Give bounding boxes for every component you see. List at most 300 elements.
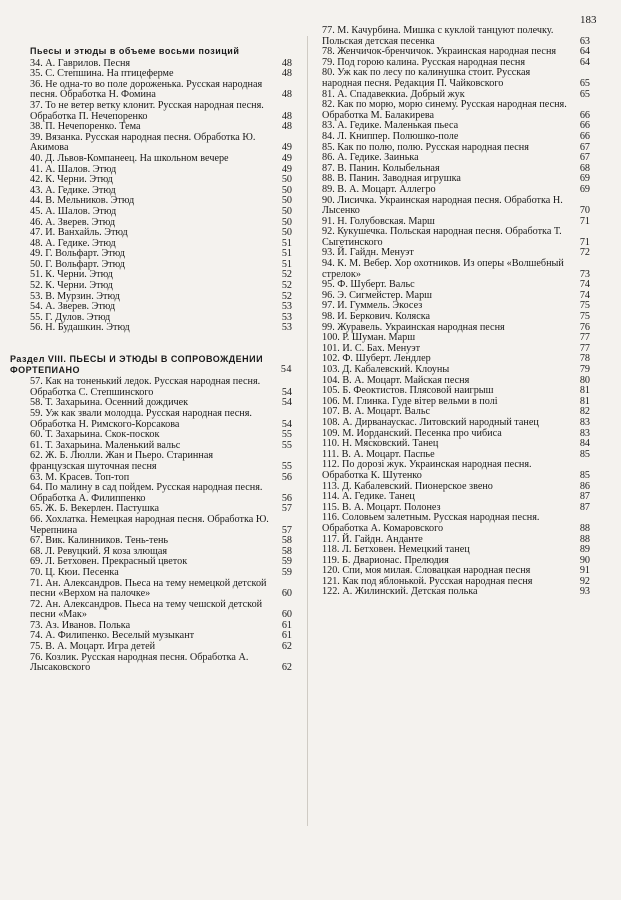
entry-number: 77. <box>322 25 335 36</box>
entry-number: 67. <box>30 535 43 547</box>
entry-title: В. Панин. Заводная игрушка <box>337 173 461 185</box>
entry-number: 94. <box>322 258 335 270</box>
entry-page: 64 <box>579 46 590 58</box>
entry-page: 56 <box>281 471 292 483</box>
entry-number: 100. <box>322 332 340 344</box>
entry-page: 89 <box>579 544 590 556</box>
entry-title: В. А. Моцарт. Игра детей <box>45 641 156 653</box>
entry-title: С. Степшина. На птицеферме <box>45 68 174 80</box>
section-page: 54 <box>280 363 292 375</box>
entry-page: 50 <box>281 216 292 228</box>
entry-page: 59 <box>281 556 292 568</box>
entry-title: Как по морю, морю синему. Русская народная песня. Обработка М. Балакирева <box>322 99 567 121</box>
entry-number: 103. <box>322 364 340 375</box>
entry-page: 67 <box>579 152 590 164</box>
entry-title: Журавель. Украинская народная песня <box>337 321 505 333</box>
entry-title: А. Филипенко. Веселый музыкант <box>45 630 195 642</box>
entry-number: 109. <box>322 427 340 439</box>
entry-page: 83 <box>579 427 590 439</box>
entry-number: 36. <box>30 78 43 90</box>
entry-page: 51 <box>281 258 292 270</box>
entry-list <box>322 26 590 598</box>
entry-title: Уж как по лесу по калинушка стоит. Русская народная песня. Редакция П. Чайковского <box>322 67 531 89</box>
entry-page: 50 <box>281 184 292 196</box>
entry-number: 51. <box>30 269 43 281</box>
entry-page: 48 <box>281 57 292 69</box>
entry-number: 96. <box>322 289 335 301</box>
entry-title: Л. Книппер. Полюшко-поле <box>337 130 459 142</box>
entry-number: 79. <box>322 56 335 68</box>
entry-page: 79 <box>579 364 590 375</box>
entry-title: К. Черни. Этюд <box>45 174 113 186</box>
toc-entry <box>30 80 292 101</box>
entry-number: 99. <box>322 321 335 333</box>
entry-number: 56. <box>30 322 43 334</box>
entry-title: Й. Гайдн. Менуэт <box>337 247 414 259</box>
entry-number: 113. <box>322 480 340 492</box>
entry-page: 82 <box>579 406 590 418</box>
entry-page: 55 <box>281 460 292 472</box>
entry-page: 81 <box>579 395 590 407</box>
entry-page: 81 <box>579 385 590 397</box>
entry-number: 117. <box>322 533 340 545</box>
entry-title: Д. Львов-Компанеец. На школьном вечере <box>45 152 229 164</box>
entry-page: 72 <box>579 247 590 259</box>
entry-page: 90 <box>579 554 590 566</box>
entry-page: 48 <box>281 121 292 133</box>
entry-title: По дорозі жук. Украинская народная песня. Обработка К. Шутенко <box>322 459 532 481</box>
entry-page: 76 <box>579 321 590 333</box>
entry-page: 67 <box>579 141 590 153</box>
entry-title: Женчичок-бренчичок. Украинская народная песня <box>337 46 557 58</box>
entry-title: Ц. Кюи. Песенка <box>45 566 119 578</box>
page-number: 183 <box>580 14 597 26</box>
entry-number: 107. <box>322 406 340 418</box>
entry-number: 72. <box>30 598 43 610</box>
toc-entry <box>30 101 292 122</box>
entry-page: 51 <box>281 237 292 249</box>
entry-title: Т. Захарьина. Маленький вальс <box>45 439 181 451</box>
entry-number: 35. <box>30 68 43 80</box>
toc-entry <box>322 460 590 481</box>
entry-title: М. Красев. Топ-топ <box>45 471 130 483</box>
entry-page: 75 <box>579 300 590 312</box>
entry-number: 78. <box>322 46 335 58</box>
entry-page: 52 <box>281 280 292 292</box>
entry-title: Л. Бетховен. Немецкий танец <box>342 544 470 556</box>
toc-entry <box>322 26 590 47</box>
entry-page: 80 <box>579 374 590 386</box>
entry-title: К. М. Вебер. Хор охотников. Из оперы «Волшебный стрелок» <box>322 258 564 280</box>
entry-number: 121. <box>322 575 340 587</box>
entry-title: Ф. Шуберт. Лендлер <box>342 353 431 365</box>
entry-number: 118. <box>322 544 340 556</box>
entry-number: 41. <box>30 163 43 175</box>
entry-title: Ан. Александров. Пьеса на тему чешской детской песни «Мак» <box>30 598 263 621</box>
entry-number: 112. <box>322 459 340 471</box>
entry-number: 66. <box>30 513 43 525</box>
entry-number: 43. <box>30 184 43 196</box>
entry-page: 87 <box>579 501 590 513</box>
entry-number: 91. <box>322 215 335 227</box>
entry-page: 69 <box>579 183 590 195</box>
entry-title: В. Мельников. Этюд <box>45 195 135 207</box>
entry-title: В. А. Моцарт. Паспье <box>341 448 435 460</box>
entry-title: По малину в сад пойдем. Русская народная песня. Обработка А. Филиппенко <box>30 482 263 504</box>
entry-title: М. Глинка. Гуде вiтер вельми в полi <box>342 395 498 407</box>
toc-entry <box>30 483 292 504</box>
entry-title: А. Гедике. Маленькая пьеса <box>337 120 459 132</box>
entry-number: 114. <box>322 491 340 503</box>
entry-title: К. Черни. Этюд <box>45 280 113 292</box>
entry-title: Как под яблонькой. Русская народная песня <box>342 575 533 587</box>
entry-title: В. А. Моцарт. Аллегро <box>337 183 436 195</box>
entry-title: Как по полю, полю. Русская народная песня <box>337 141 529 153</box>
toc-entry <box>30 600 292 621</box>
entry-page: 65 <box>579 77 590 89</box>
entry-number: 84. <box>322 130 335 142</box>
entry-number: 45. <box>30 205 43 217</box>
entry-title: Б. Феоктистов. Плясовой наигрыш <box>342 385 494 397</box>
entry-title: Хохлатка. Немецкая народная песня. Обработка Ю. Черепнина <box>30 513 269 536</box>
entry-title: Н. Мясковский. Танец <box>342 438 439 450</box>
entry-number: 106. <box>322 395 340 407</box>
entry-title: Э. Сигмейстер. Марш <box>337 289 433 301</box>
entry-number: 59. <box>30 408 43 419</box>
entry-title: А. Зверев. Этюд <box>45 301 116 313</box>
entry-page: 88 <box>579 533 590 545</box>
entry-number: 102. <box>322 353 340 365</box>
entry-page: 71 <box>579 236 590 248</box>
entry-list <box>30 59 292 334</box>
right-column <box>322 26 590 598</box>
entry-title: Козлик. Русская народная песня. Обработка А. Лысаковского <box>30 651 249 674</box>
entry-page: 48 <box>281 110 292 122</box>
entry-title: Й. Гайдн. Анданте <box>342 533 423 545</box>
entry-title: Под горою калина. Русская народная песня <box>337 56 526 68</box>
entry-page: 69 <box>579 173 590 185</box>
entry-page: 66 <box>579 130 590 142</box>
entry-title: Г. Вольфарт. Этюд <box>45 248 125 260</box>
entry-title: Л. Бетховен. Прекрасный цветок <box>45 556 188 568</box>
entry-number: 73. <box>30 619 43 631</box>
entry-number: 101. <box>322 342 340 354</box>
entry-page: 71 <box>579 215 590 227</box>
entry-page: 66 <box>579 109 590 121</box>
entry-title: Вик. Калинников. Тень-тень <box>45 535 169 547</box>
entry-number: 92. <box>322 226 335 238</box>
entry-page: 63 <box>579 35 590 47</box>
entry-page: 57 <box>281 503 292 515</box>
entry-page: 55 <box>281 429 292 441</box>
entry-number: 115. <box>322 501 340 513</box>
entry-page: 53 <box>281 322 292 334</box>
entry-title: То не ветер ветку клонит. Русская народная песня. Обработка П. Нечепоренко <box>30 99 264 122</box>
entry-title: Г. Дулов. Этюд <box>45 311 111 323</box>
entry-title: М. Качурбина. Мишка с куклой танцуют полечку. Польская детская песенка <box>322 25 554 47</box>
entry-page: 60 <box>281 609 292 621</box>
entry-number: 88. <box>322 173 335 185</box>
toc-entry <box>30 515 292 536</box>
entry-title: Г. Вольфарт. Этюд <box>45 258 125 270</box>
entry-page: 77 <box>579 332 590 344</box>
toc-entry <box>322 196 590 217</box>
entry-title: А. Шалов. Этюд <box>45 205 117 217</box>
entry-number: 111. <box>322 448 340 460</box>
entry-page: 83 <box>579 416 590 428</box>
entry-title: Ф. Шуберт. Вальс <box>337 279 415 291</box>
toc-entry <box>30 409 292 430</box>
entry-number: 93. <box>322 247 335 259</box>
entry-number: 44. <box>30 195 43 207</box>
entry-page: 61 <box>281 619 292 631</box>
entry-number: 80. <box>322 67 335 79</box>
toc-entry <box>30 451 292 472</box>
entry-page: 87 <box>579 491 590 503</box>
entry-number: 89. <box>322 183 335 195</box>
entry-title: Аз. Иванов. Полька <box>45 619 131 631</box>
entry-title: Кукушечка. Польская народная песня. Обработка Т. Сыгетинского <box>322 226 562 248</box>
entry-title: А. Шалов. Этюд <box>45 163 117 175</box>
entry-title: Л. Ревуцкий. Я коза злющая <box>45 545 168 557</box>
entry-page: 92 <box>579 575 590 587</box>
entry-title: Спи, моя милая. Словацкая народная песня <box>342 565 531 577</box>
entry-title: М. Иорданский. Песенка про чибиса <box>342 427 502 439</box>
entry-number: 105. <box>322 385 340 397</box>
entry-number: 68. <box>30 545 43 557</box>
entry-page: 75 <box>579 311 590 323</box>
entry-number: 37. <box>30 99 43 111</box>
entry-title: П. Нечепоренко. Тема <box>45 121 141 133</box>
entry-title: В. Мурзин. Этюд <box>45 290 120 302</box>
entry-title: А. Зверев. Этюд <box>45 216 116 228</box>
entry-number: 57. <box>30 376 43 388</box>
entry-title: Н. Голубовская. Марш <box>337 215 435 227</box>
entry-title: А. Гедике. Этюд <box>45 184 116 196</box>
entry-page: 58 <box>281 535 292 547</box>
entry-page: 53 <box>281 311 292 323</box>
entry-number: 98. <box>322 311 335 323</box>
entry-title: Вязанка. Русская народная песня. Обработка Ю. Акимова <box>30 131 256 154</box>
entry-page: 54 <box>281 386 292 398</box>
entry-page: 70 <box>579 205 590 217</box>
entry-title: Т. Захарьина. Осенний дождичек <box>45 397 189 409</box>
entry-page: 52 <box>281 269 292 281</box>
entry-number: 83. <box>322 120 335 132</box>
entry-page: 88 <box>579 522 590 534</box>
entry-number: 76. <box>30 651 43 663</box>
entry-number: 38. <box>30 121 43 133</box>
entry-title: Р. Шуман. Марш <box>342 332 416 344</box>
entry-title: Как на тоненький ледок. Русская народная песня. Обработка С. Степшинского <box>30 376 261 398</box>
entry-page: 49 <box>281 163 292 175</box>
entry-title: К. Черни. Этюд <box>45 269 113 281</box>
entry-number: 97. <box>322 300 335 312</box>
entry-number: 65. <box>30 503 43 515</box>
entry-number: 58. <box>30 397 43 409</box>
entry-page: 49 <box>281 152 292 164</box>
entry-number: 40. <box>30 152 43 164</box>
toc-entry <box>30 579 292 600</box>
left-column <box>10 26 292 674</box>
toc-entry <box>30 653 292 674</box>
entry-title: И. С. Бах. Менуэт <box>342 342 421 354</box>
entry-title: И. Беркович. Коляска <box>337 311 431 323</box>
entry-number: 49. <box>30 248 43 260</box>
entry-title: Соловьем залетным. Русская народная песня. Обработка А. Комаровского <box>322 512 540 534</box>
entry-number: 39. <box>30 131 43 143</box>
entry-number: 87. <box>322 162 335 174</box>
entry-page: 55 <box>281 439 292 451</box>
entry-page: 61 <box>281 630 292 642</box>
entry-page: 49 <box>281 142 292 154</box>
entry-title: В. Панин. Колыбельная <box>337 162 440 174</box>
entry-page: 66 <box>579 120 590 132</box>
toc-entry <box>322 68 590 89</box>
entry-title: Ж. Б. Люлли. Жан и Пьеро. Старинная французская шуточная песня <box>30 450 214 472</box>
entry-page: 65 <box>579 88 590 100</box>
toc-entry <box>322 513 590 534</box>
entry-page: 74 <box>579 289 590 301</box>
toc-entry <box>322 259 590 280</box>
entry-page: 50 <box>281 174 292 186</box>
entry-page: 50 <box>281 195 292 207</box>
entry-number: 120. <box>322 565 340 577</box>
entry-page: 85 <box>579 448 590 460</box>
toc-entry <box>322 587 590 598</box>
entry-title: В. А. Моцарт. Вальс <box>342 406 430 418</box>
entry-page: 62 <box>281 662 292 674</box>
entry-number: 110. <box>322 438 340 450</box>
entry-page: 50 <box>281 205 292 217</box>
entry-list <box>30 377 292 674</box>
entry-number: 90. <box>322 194 335 206</box>
entry-page: 91 <box>579 565 590 577</box>
entry-title: Д. Кабалевский. Пионерское звено <box>342 480 493 492</box>
section-heading <box>10 354 292 375</box>
entry-number: 85. <box>322 141 335 153</box>
entry-page: 58 <box>281 545 292 557</box>
entry-number: 62. <box>30 450 43 462</box>
entry-number: 47. <box>30 227 43 239</box>
entry-page: 48 <box>281 89 292 101</box>
toc-entry <box>30 377 292 398</box>
entry-number: 63. <box>30 471 43 483</box>
entry-number: 70. <box>30 566 43 578</box>
entry-page: 56 <box>281 492 292 504</box>
entry-page: 53 <box>281 301 292 313</box>
entry-number: 60. <box>30 429 43 441</box>
toc-entry <box>322 227 590 248</box>
entry-number: 71. <box>30 577 43 589</box>
entry-number: 108. <box>322 416 340 428</box>
entry-number: 116. <box>322 512 340 524</box>
entry-number: 55. <box>30 311 43 323</box>
entry-page: 50 <box>281 227 292 239</box>
entry-page: 73 <box>579 268 590 280</box>
entry-page: 78 <box>579 353 590 365</box>
entry-title: Ан. Александров. Пьеса на тему немецкой детской песни «Верхом на палочке» <box>30 577 267 600</box>
entry-page: 93 <box>579 586 590 598</box>
entry-page: 51 <box>281 248 292 260</box>
entry-page: 62 <box>281 641 292 653</box>
entry-number: 122. <box>322 586 340 598</box>
toc-entry <box>30 133 292 154</box>
entry-page: 57 <box>281 524 292 536</box>
entry-title: Ж. Б. Векерлен. Пастушка <box>45 503 160 515</box>
entry-title: Т. Захарьина. Скок-поскок <box>45 429 160 441</box>
entry-page: 60 <box>281 588 292 600</box>
entry-number: 104. <box>322 374 340 386</box>
column-divider <box>307 36 308 826</box>
entry-title: Не одна-то во поле дороженька. Русская народная песня. Обработка Н. Фомина <box>30 78 263 101</box>
entry-title: А. Гедике. Этюд <box>45 237 116 249</box>
section-title: ПЬЕСЫ И ЭТЮДЫ В СОПРОВОЖДЕНИИ ФОРТЕПИАНО <box>10 354 264 375</box>
entry-title: Д. Кабалевский. Клоуны <box>342 364 450 375</box>
entry-title: А. Спадавеккиа. Добрый жук <box>337 88 465 100</box>
entry-number: 54. <box>30 301 43 313</box>
entry-number: 86. <box>322 152 335 164</box>
entry-number: 52. <box>30 280 43 292</box>
entry-page: 77 <box>579 342 590 354</box>
entry-title: В. А. Моцарт. Майская песня <box>342 374 470 386</box>
subsection-heading: Пьесы и этюды в объеме восьми позиций <box>30 46 240 56</box>
entry-number: 34. <box>30 57 43 69</box>
entry-number: 119. <box>322 554 340 566</box>
entry-number: 42. <box>30 174 43 186</box>
entry-page: 48 <box>281 68 292 80</box>
entry-page: 68 <box>579 162 590 174</box>
entry-page: 86 <box>579 480 590 492</box>
entry-page: 85 <box>579 469 590 481</box>
entry-title: А. Гаврилов. Песня <box>45 57 131 69</box>
entry-number: 75. <box>30 641 43 653</box>
entry-number: 74. <box>30 630 43 642</box>
entry-number: 81. <box>322 88 335 100</box>
entry-page: 54 <box>281 418 292 430</box>
entry-number: 50. <box>30 258 43 270</box>
entry-title: А. Дирванаускас. Литовский народный танец <box>342 416 539 428</box>
entry-page: 52 <box>281 290 292 302</box>
entry-title: В. А. Моцарт. Полонез <box>342 501 441 513</box>
entry-page: 64 <box>579 56 590 68</box>
entry-page: 74 <box>579 279 590 291</box>
entry-page: 59 <box>281 566 292 578</box>
toc-entry <box>30 323 292 334</box>
entry-title: Н. Будашкин. Этюд <box>45 322 130 334</box>
entry-title: Б. Дварионас. Прелюдия <box>342 554 449 566</box>
entry-number: 82. <box>322 99 335 111</box>
entry-title: И. Ванхайль. Этюд <box>45 227 128 239</box>
entry-number: 48. <box>30 237 43 249</box>
entry-title: А. Жилинский. Детская полька <box>342 586 478 598</box>
entry-number: 95. <box>322 279 335 291</box>
section-label: Раздел VIII. <box>10 354 67 365</box>
entry-title: А. Гедике. Заинька <box>337 152 419 164</box>
entry-number: 69. <box>30 556 43 568</box>
entry-page: 84 <box>579 438 590 450</box>
entry-title: Уж как звали молодца. Русская народная песня. Обработка Н. Римского-Корсакова <box>30 408 252 430</box>
toc-entry <box>322 100 590 121</box>
entry-number: 61. <box>30 439 43 451</box>
entry-number: 64. <box>30 482 43 494</box>
entry-title: Лисичка. Украинская народная песня. Обработка Н. Лысенко <box>322 194 563 217</box>
entry-title: И. Гуммель. Экосез <box>337 300 423 312</box>
entry-title: А. Гедике. Танец <box>342 491 415 503</box>
entry-number: 53. <box>30 290 43 302</box>
entry-page: 54 <box>281 397 292 409</box>
entry-number: 46. <box>30 216 43 228</box>
